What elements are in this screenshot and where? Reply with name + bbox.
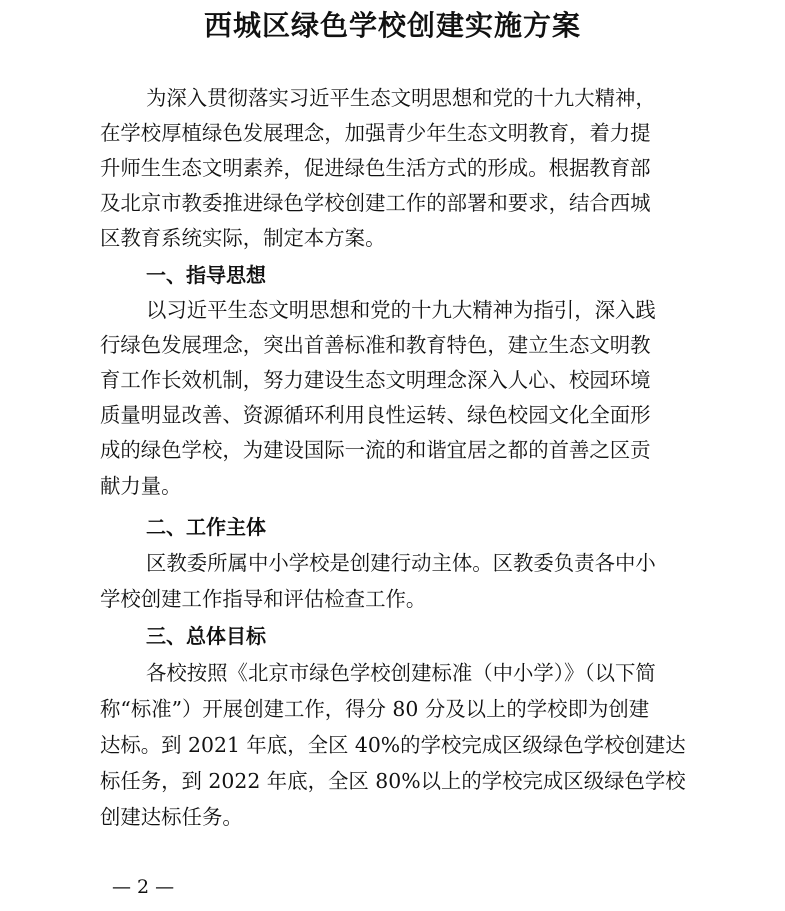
section-paragraph-line: 行绿色发展理念，突出首善标准和教育特色，建立生态文明教 <box>100 333 651 357</box>
section-paragraph-line: 称“标准”）开展创建工作，得分 80 分及以上的学校即为创建 <box>100 697 650 721</box>
section-paragraph-line: 区教委所属中小学校是创建行动主体。区教委负责各中小 <box>146 551 656 575</box>
section-paragraph-line: 标任务，到 2022 年底，全区 80%以上的学校完成区级绿色学校 <box>100 769 686 793</box>
intro-paragraph-line: 升师生生态文明素养，促进绿色生活方式的形成。根据教育部 <box>100 156 651 180</box>
page-number: — 2 — <box>112 876 175 898</box>
section-heading-work-subject: 二、工作主体 <box>146 515 266 539</box>
section-heading-guiding-thought: 一、指导思想 <box>146 263 266 287</box>
section-paragraph-line: 各校按照《北京市绿色学校创建标准（中小学）》（以下简 <box>146 661 656 685</box>
section-paragraph-line: 学校创建工作指导和评估检查工作。 <box>100 587 427 611</box>
intro-paragraph-line: 及北京市教委推进绿色学校创建工作的部署和要求，结合西城 <box>100 191 651 215</box>
intro-paragraph-line: 为深入贯彻落实习近平生态文明思想和党的十九大精神， <box>146 86 656 110</box>
section-paragraph-line: 成的绿色学校，为建设国际一流的和谐宜居之都的首善之区贡 <box>100 438 651 462</box>
section-paragraph-line: 以习近平生态文明思想和党的十九大精神为指引，深入践 <box>146 298 656 322</box>
section-paragraph-line: 质量明显改善、资源循环利用良性运转、绿色校园文化全面形 <box>100 403 651 427</box>
section-paragraph-line: 献力量。 <box>100 474 182 498</box>
intro-paragraph-line: 在学校厚植绿色发展理念，加强青少年生态文明教育，着力提 <box>100 121 651 145</box>
section-paragraph-line: 创建达标任务。 <box>100 805 243 829</box>
document-title: 西城区绿色学校创建实施方案 <box>203 9 581 42</box>
section-paragraph-line: 达标。到 2021 年底，全区 40%的学校完成区级绿色学校创建达 <box>100 733 686 757</box>
section-heading-overall-goal: 三、总体目标 <box>146 624 266 648</box>
section-paragraph-line: 育工作长效机制，努力建设生态文明理念深入人心、校园环境 <box>100 368 651 392</box>
intro-paragraph-line: 区教育系统实际，制定本方案。 <box>100 226 386 250</box>
